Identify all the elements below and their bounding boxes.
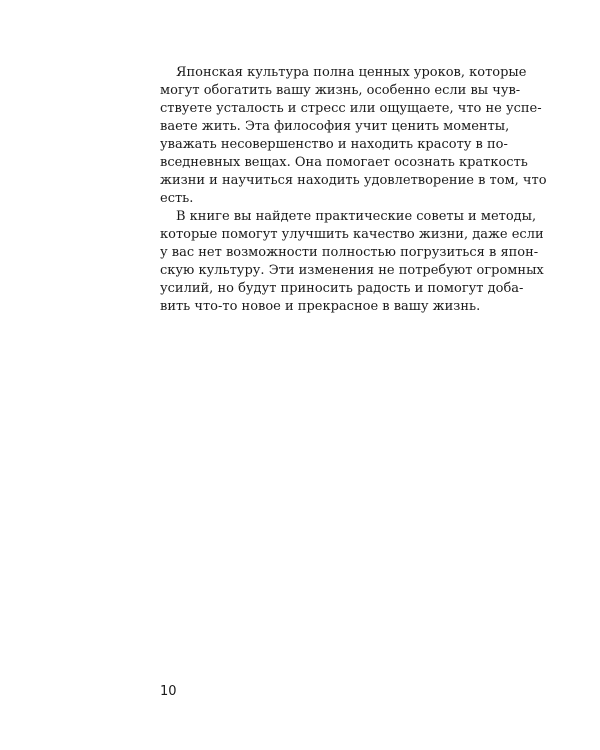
text-line: скую культуру. Эти изменения не потребуют огромных xyxy=(160,263,544,278)
text-line: В книге вы найдете практические советы и методы, xyxy=(176,209,537,224)
body-text xyxy=(160,64,547,316)
paragraph-2 xyxy=(160,208,544,316)
text-line: вить что-то новое и прекрасное в вашу жизнь. xyxy=(160,299,481,314)
text-line: ваете жить. Эта философия учит ценить моменты, xyxy=(160,119,510,134)
text-line: могут обогатить вашу жизнь, особенно если вы чув- xyxy=(160,83,521,98)
text-line: жизни и научиться находить удовлетворение в том, что xyxy=(160,173,547,188)
text-line: усилий, но будут приносить радость и помогут добa- xyxy=(160,281,524,296)
text-line: у вас нет возможности полностью погрузиться в япон- xyxy=(160,245,539,260)
paragraph-1 xyxy=(160,64,547,208)
text-line: есть. xyxy=(160,191,194,206)
page-number: 10 xyxy=(160,684,177,699)
text-line: Японская культура полна ценных уроков, которые xyxy=(176,65,527,80)
text-line: ствуете усталость и стресс или ощущаете, что не успе- xyxy=(160,101,542,116)
text-line: которые помогут улучшить качество жизни, даже если xyxy=(160,227,544,242)
text-line: вседневных вещах. Она помогает осознать краткость xyxy=(160,155,528,170)
text-line: уважать несовершенство и находить красоту в по- xyxy=(160,137,508,152)
